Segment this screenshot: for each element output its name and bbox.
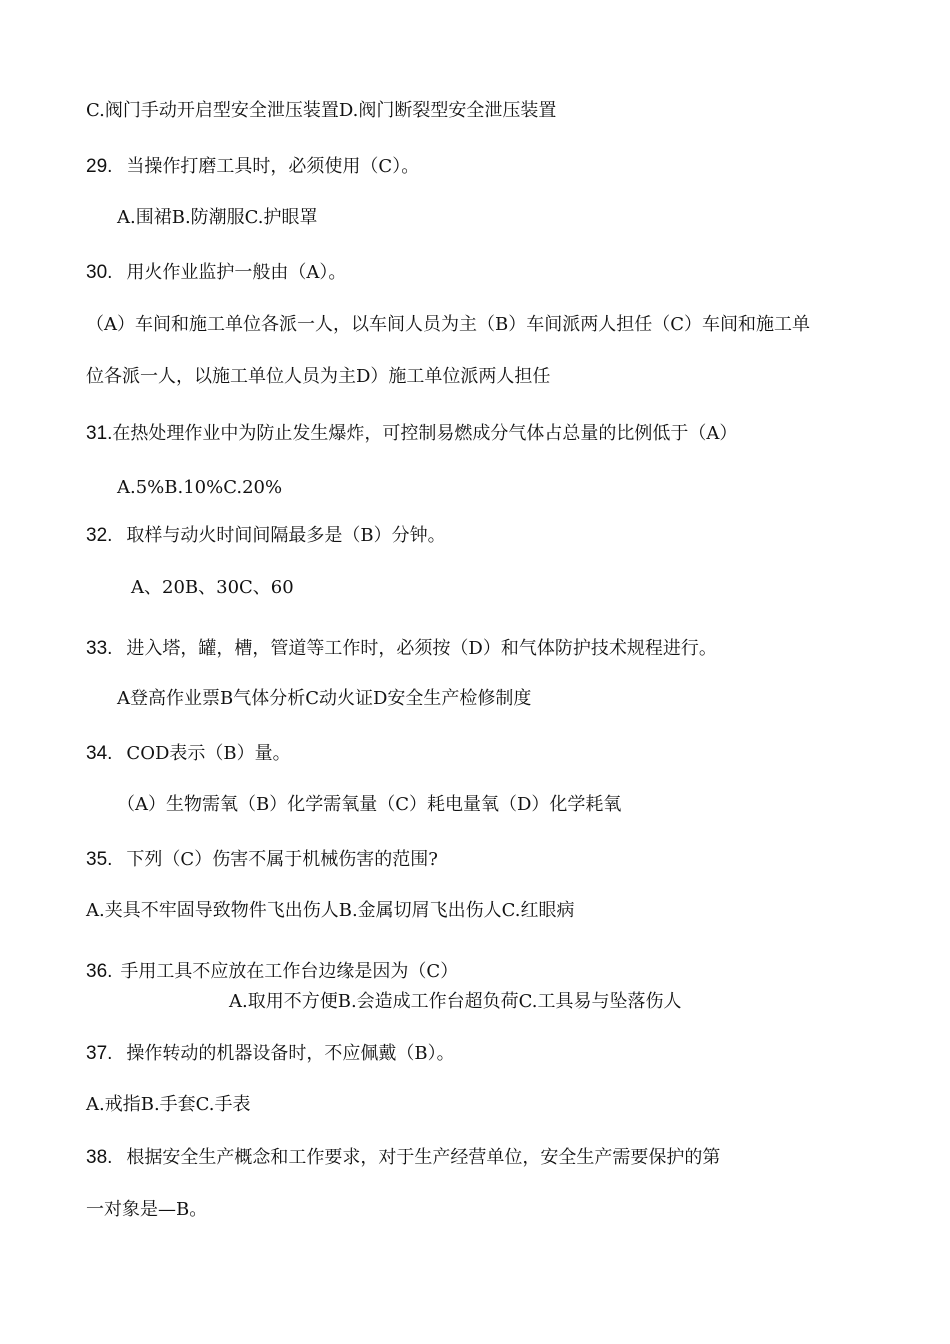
options-33	[117, 687, 531, 711]
option-text: A.取用不方便B.会造成工作台超负荷C.工具易与坠落伤人	[229, 991, 682, 1012]
question-text: 进入塔，罐，槽，管道等工作时，必须按（D）和气体防护技术规程进行。	[126, 638, 717, 659]
options-36	[229, 990, 682, 1014]
options-29	[117, 206, 318, 230]
option-text: A、20B、30C、60	[131, 577, 294, 598]
question-text: 下列（C）伤害不属于机械伤害的范围?	[126, 849, 438, 870]
question-number: 37.	[86, 1043, 113, 1064]
question-number: 33.	[86, 638, 113, 659]
option-text: A.戒指B.手套C.手表	[86, 1094, 251, 1115]
option-line-28	[86, 99, 556, 123]
question-number: 35.	[86, 849, 113, 870]
question-number: 30.	[86, 262, 113, 283]
question-37	[86, 1042, 455, 1066]
option-text: C.阀门手动开启型安全泄压装置D.阀门断裂型安全泄压装置	[86, 100, 557, 121]
question-number: 38.	[86, 1147, 113, 1168]
question-text: 一对象是—B。	[86, 1199, 208, 1220]
question-38-continuation	[86, 1198, 207, 1222]
option-text: A.5%B.10%C.20%	[117, 477, 283, 498]
options-30-line-1	[86, 313, 810, 337]
options-32	[131, 576, 294, 600]
option-text: A登高作业票B气体分析C动火证D安全生产检修制度	[117, 688, 532, 709]
options-37	[86, 1093, 251, 1117]
question-29	[86, 155, 419, 179]
option-text: 位各派一人，以施工单位人员为主D）施工单位派两人担任	[86, 366, 551, 387]
options-30-line-2	[86, 365, 550, 389]
question-number: 31.	[86, 423, 113, 444]
question-number: 32.	[86, 525, 113, 546]
options-35	[86, 899, 575, 923]
question-36	[86, 960, 458, 984]
question-text: COD表示（B）量。	[126, 743, 291, 764]
question-text: 取样与动火时间间隔最多是（B）分钟。	[126, 525, 446, 546]
question-text: 手用工具不应放在工作台边缘是因为（C）	[120, 961, 459, 982]
question-number: 34.	[86, 743, 113, 764]
question-text: 操作转动的机器设备时，不应佩戴（B）。	[126, 1043, 455, 1064]
question-text: 用火作业监护一般由（A）。	[126, 262, 347, 283]
question-33	[86, 637, 717, 661]
options-31	[117, 476, 282, 500]
option-text: A.围裙B.防潮服C.护眼罩	[117, 207, 318, 228]
question-30	[86, 261, 346, 285]
question-text: 在热处理作业中为防止发生爆炸，可控制易燃成分气体占总量的比例低于（A）	[112, 423, 738, 444]
question-text: 根据安全生产概念和工作要求，对于生产经营单位，安全生产需要保护的第	[126, 1147, 721, 1168]
question-number: 29.	[86, 156, 113, 177]
option-text: （A）生物需氧（B）化学需氧量（C）耗电量氧（D）化学耗氧	[117, 794, 622, 815]
question-34	[86, 742, 291, 766]
options-34	[117, 793, 621, 817]
question-31	[86, 422, 737, 446]
question-35	[86, 848, 438, 872]
option-text: A.夹具不牢固导致物件飞出伤人B.金属切屑飞出伤人C.红眼病	[86, 900, 575, 921]
question-number: 36.	[86, 961, 113, 982]
question-text: 当操作打磨工具时，必须使用（C）。	[126, 156, 420, 177]
question-38	[86, 1146, 720, 1170]
question-32	[86, 524, 446, 548]
option-text: （A）车间和施工单位各派一人，以车间人员为主（B）车间派两人担任（C）车间和施工单	[86, 314, 810, 335]
